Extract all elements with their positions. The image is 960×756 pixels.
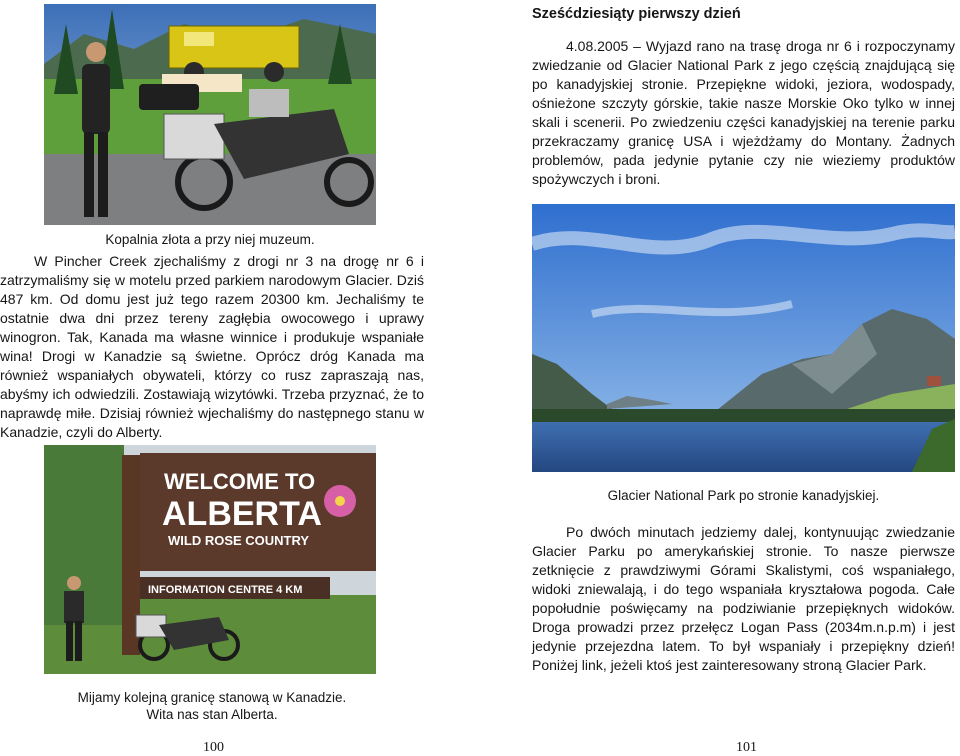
sign-wildrose-text: WILD ROSE COUNTRY [168,533,310,548]
alberta-caption-line2: Wita nas stan Alberta. [146,707,278,722]
right-paragraph-2: Po dwóch minutach jedziemy dalej, kontynuując zwiedzanie Glacier Parku po amerykańskiej stronie. To nasze pierwsze zetknięcie z prawdziwymi Górami Skalistymi, coś wspaniałego, widoki zniewalają, i do tego wspaniała kryształowa pogoda. Całe popołudnie poświęcamy na podziwianie przepięknych widoków. Droga prowadzi przez przełęcz Logan Pass (2034m.n.p.m) i jest jedynie przejezdna latem. To był wspaniały i przepiękny dzień! Poniżej link, jeżeli ktoś jest zainteresowany stroną Glacier Park. [532,524,955,673]
right-page-number: 101 [736,740,757,755]
alberta-caption-line1: Mijamy kolejną granicę stanową w Kanadzie. [77,690,347,705]
mine-photo [44,4,376,225]
day-heading: Sześćdziesiąty pierwszy dzień [532,6,741,22]
alberta-sign-photo [44,445,376,674]
left-page-number: 100 [203,740,224,755]
left-paragraph: W Pincher Creek zjechaliśmy z drogi nr 3 na drogę nr 6 i zatrzymaliśmy się w motelu przed parkiem narodowym Glacier. Dziś 487 km. Od domu jest już tego razem 20300 km. Jechaliśmy te ostatnie dwa dni przez tereny zagłębia owocowego i uprawy winogron. Tak, Kanada ma własne winnice i produkuje wspaniałe wina! Drogi w Kanadzie są świetne. Oprócz dróg Kanada ma również wspaniałych obywateli, którzy co rusz zapraszają nas, abyśmy ich odwiedzili. Zostawiają wizytówki. Trzeba przyznać, że to naprawdę miłe. Dzisiaj również wjechaliśmy do następnego stanu w Kanadzie, czyli do Alberty. [0,253,424,440]
glacier-park-caption: Glacier National Park po stronie kanadyjskiej. [607,488,880,503]
glacier-park-photo [532,204,955,472]
right-paragraph-1: 4.08.2005 – Wyjazd rano na trasę droga nr 6 i rozpoczynamy zwiedzanie od Glacier National Park z jego częścią znajdującą się po kanadyjskiej stronie. Przepiękne widoki, jeziora, wodospady, ośnieżone szczyty górskie, takie nasze Morskie Oko tylko w innej skali i scenerii. Po zwiedzeniu części kanadyjskiej na terenie parku przekraczamy granicę USA i wjeżdżamy do Montany. Żadnych problemów, pada jedynie pytanie czy nie wieziemy produktów spożywczych i broni. [532,38,955,187]
wild-rose-icon [324,485,356,517]
sign-welcome-text: WELCOME TO [164,469,316,494]
alberta-caption [44,689,380,723]
sign-info-text: INFORMATION CENTRE 4 KM [148,584,303,596]
mine-photo-caption: Kopalnia złota a przy niej muzeum. [105,232,315,247]
sign-alberta-text: ALBERTA [162,495,322,533]
